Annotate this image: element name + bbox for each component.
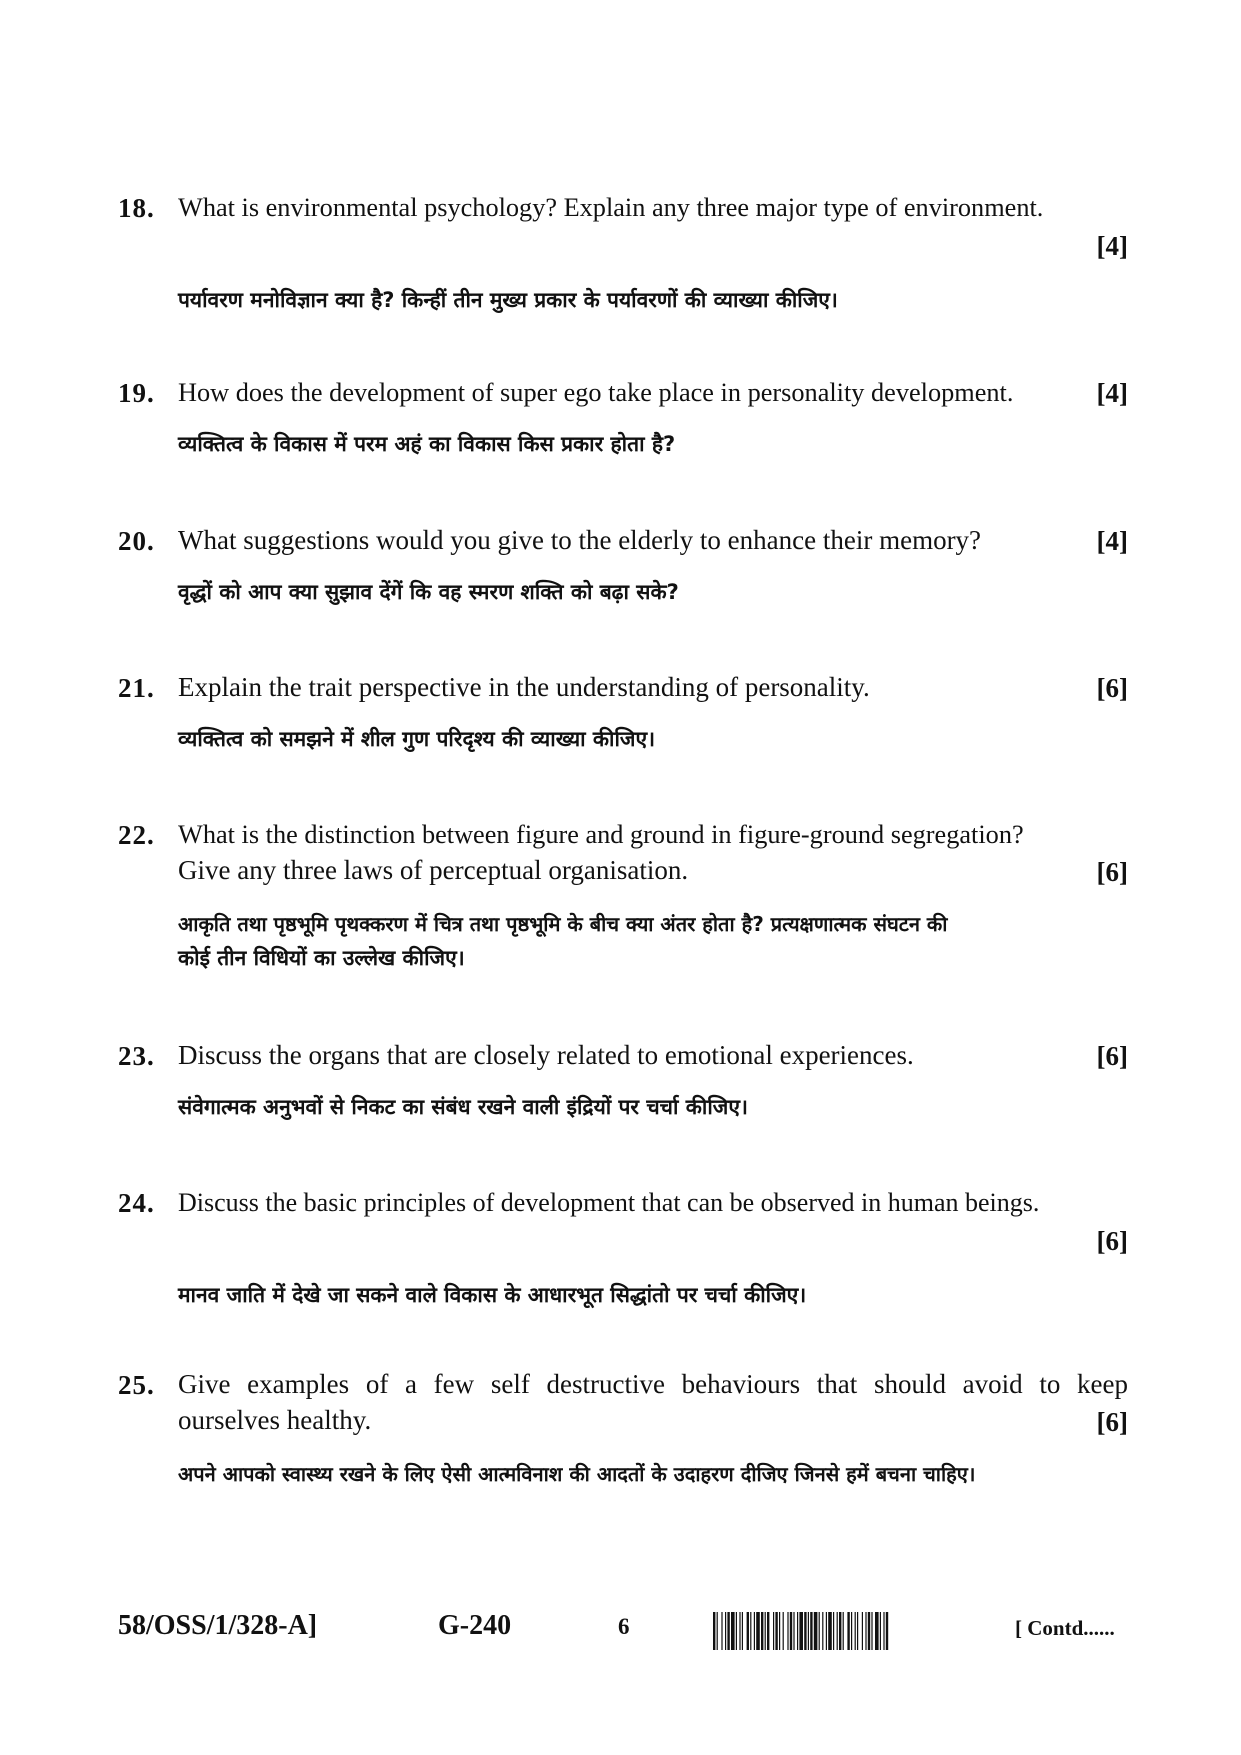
question-english-text: Discuss the basic principles of development that can be observed in human beings. xyxy=(178,1188,1040,1217)
question-hindi-text: व्यक्तित्व के विकास में परम अहं का विकास किस प्रकार होता है? xyxy=(178,432,676,456)
question-marks: [6] xyxy=(1096,1041,1128,1071)
paper-code: 58/OSS/1/328-A] xyxy=(118,1610,318,1641)
question-marks: [6] xyxy=(1096,1226,1128,1256)
question-hindi-text: वृद्धों को आप क्या सुझाव देंगें कि वह स्मरण शक्ति को बढ़ा सके? xyxy=(178,580,679,604)
question-hindi-text: संवेगात्मक अनुभवों से निकट का संबंध रखने वाली इंद्रियों पर चर्चा कीजिए। xyxy=(178,1095,748,1119)
question-english-text: What is environmental psychology? Explain any three major type of environment. xyxy=(178,193,1044,222)
question-hindi-text: अपने आपको स्वास्थ्य रखने के लिए ऐसी आत्मविनाश की आदतों के उदाहरण दीजिए जिनसे हमें बचना चाहिए। xyxy=(178,1462,976,1486)
question-marks: [4] xyxy=(1096,378,1128,408)
continued-label: [ Contd...... xyxy=(1015,1616,1115,1640)
paper-series: G-240 xyxy=(438,1610,512,1641)
question-number: 24. xyxy=(118,1188,155,1218)
question-english-text: Discuss the organs that are closely related to emotional experiences. xyxy=(178,1040,914,1070)
question-number: 19. xyxy=(118,378,155,408)
question-number: 25. xyxy=(118,1370,155,1400)
question-hindi-line-1: आकृति तथा पृष्ठभूमि पृथक्करण में चित्र तथा पृष्ठभूमि के बीच क्या अंतर होता है? प्रत्यक्षणात्मक संघटन की xyxy=(178,912,948,936)
question-english-text: What suggestions would you give to the elderly to enhance their memory? xyxy=(178,525,982,555)
question-english-line-1: Give examples of a few self destructive behaviours that should avoid to keep xyxy=(178,1369,1128,1399)
question-hindi-line-2: कोई तीन विधियों का उल्लेख कीजिए। xyxy=(178,946,465,970)
question-hindi-text: मानव जाति में देखे जा सकने वाले विकास के आधारभूत सिद्धांतो पर चर्चा कीजिए। xyxy=(178,1283,807,1307)
question-hindi-text: व्यक्तित्व को समझने में शील गुण परिदृश्य की व्याख्या कीजिए। xyxy=(178,727,656,751)
question-english-line-2: Give any three laws of perceptual organisation. xyxy=(178,855,689,885)
question-number: 23. xyxy=(118,1041,155,1071)
question-marks: [4] xyxy=(1096,231,1128,261)
question-hindi-text: पर्यावरण मनोविज्ञान क्या है? किन्हीं तीन मुख्य प्रकार के पर्यावरणों की व्याख्या कीजिए। xyxy=(178,288,838,312)
question-english-text: How does the development of super ego take place in personality development. xyxy=(178,378,1014,407)
question-number: 20. xyxy=(118,526,155,556)
question-number: 21. xyxy=(118,673,155,703)
barcode-icon xyxy=(713,1612,983,1650)
question-english-text: Explain the trait perspective in the understanding of personality. xyxy=(178,672,870,702)
page-footer xyxy=(0,1610,1241,1660)
question-marks: [6] xyxy=(1096,673,1128,703)
page-number: 6 xyxy=(618,1614,630,1639)
question-english-line-1: What is the distinction between figure and ground in figure-ground segregation? xyxy=(178,820,1024,849)
question-english-line-2: ourselves healthy. xyxy=(178,1405,372,1435)
question-marks: [6] xyxy=(1096,857,1128,887)
question-marks: [6] xyxy=(1096,1407,1128,1437)
question-marks: [4] xyxy=(1096,526,1128,556)
question-number: 18. xyxy=(118,193,155,223)
question-number: 22. xyxy=(118,820,155,850)
